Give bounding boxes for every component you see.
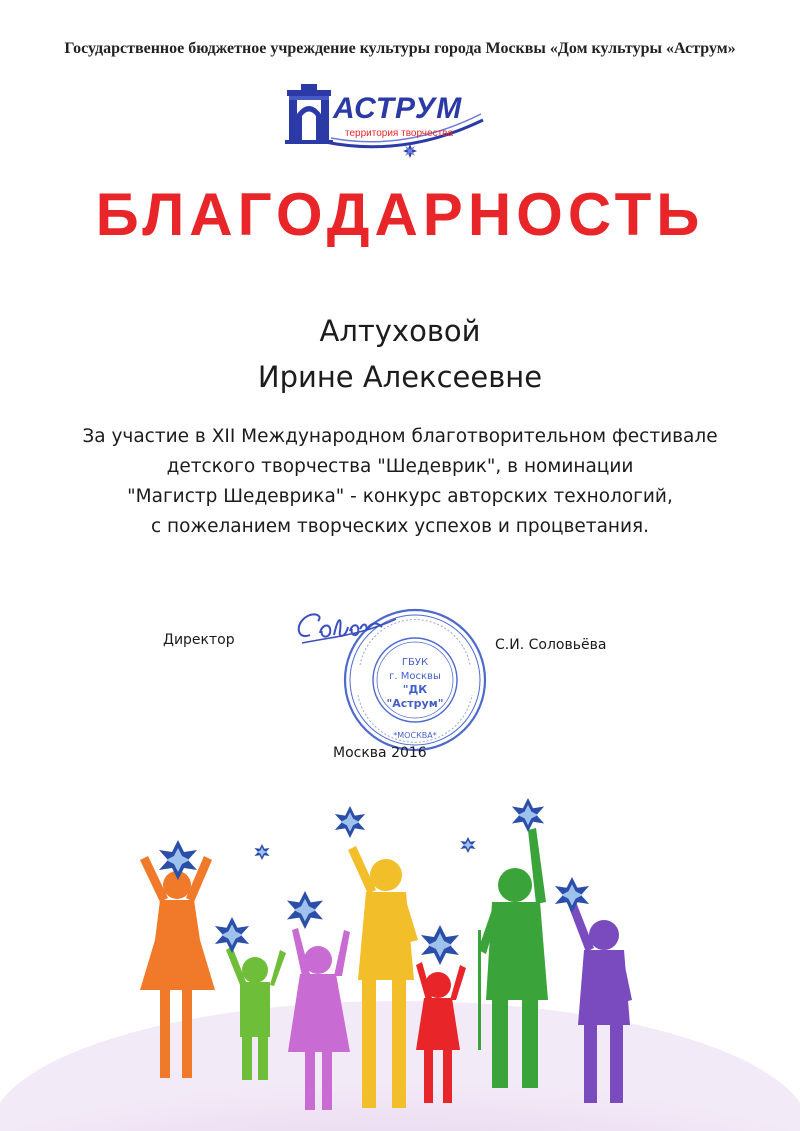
stamp-line: г. Москвы xyxy=(389,671,441,682)
director-label: Директор xyxy=(163,632,235,648)
stamp-line: "Аструм" xyxy=(386,697,444,710)
stamp-bottom: *МОСКВА* xyxy=(393,731,437,740)
body-line: За участие в XII Международном благотворительном фестивале xyxy=(82,426,718,447)
stamp-line: "ДК xyxy=(402,683,428,696)
star-icon xyxy=(335,806,365,838)
certificate-title: БЛАГОДАРНОСТЬ xyxy=(95,181,705,248)
star-icon xyxy=(460,837,475,853)
star-icon xyxy=(254,844,269,860)
star-icon xyxy=(215,917,249,953)
arch-icon xyxy=(285,84,333,144)
body-line: "Магистр Шедеврика" - конкурс авторских технологий, xyxy=(127,486,673,507)
children-with-stars-illustration xyxy=(0,790,800,1131)
official-stamp xyxy=(340,605,490,755)
astrum-logo xyxy=(285,80,485,165)
star-icon xyxy=(159,840,197,880)
body-line: с пожеланием творческих успехов и процветания. xyxy=(150,516,650,537)
organization-header: Государственное бюджетное учреждение культуры города Москвы «Дом культуры «Аструм» xyxy=(64,40,736,57)
star-icon xyxy=(512,798,544,832)
logo-name: АСТРУМ xyxy=(333,92,463,125)
star-icon xyxy=(403,144,417,158)
certificate-body xyxy=(20,422,780,542)
star-icon xyxy=(555,877,589,913)
star-icon xyxy=(421,925,459,965)
stamp-line: ГБУК xyxy=(401,657,429,668)
director-name: С.И. Соловьёва xyxy=(495,637,607,653)
city-year: Москва 2016 xyxy=(333,745,427,761)
star-icon xyxy=(287,891,323,929)
recipient-given-names: Ирине Алексеевне xyxy=(257,360,543,394)
body-line: детского творчества "Шедеврик", в номинации xyxy=(166,456,634,477)
recipient-surname: Алтуховой xyxy=(319,314,481,348)
logo-tagline: территория творчества xyxy=(345,128,453,139)
